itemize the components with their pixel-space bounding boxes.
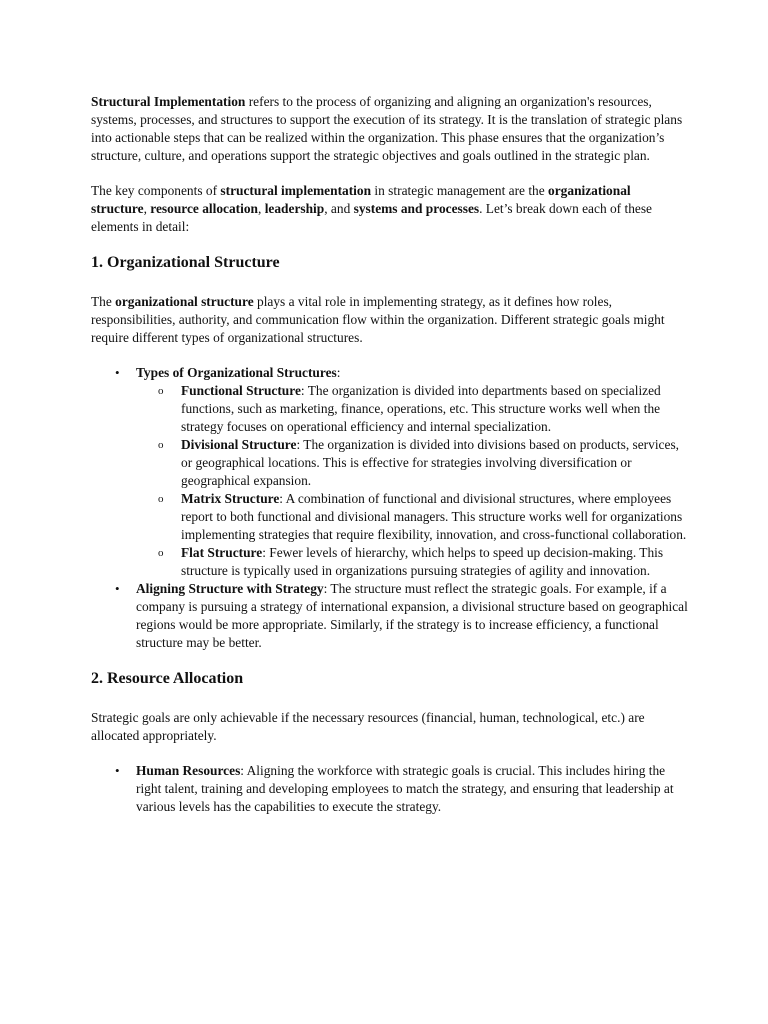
list-item bbox=[136, 364, 688, 580]
bullet-title-types: Types of Organizational Structures bbox=[136, 365, 337, 380]
list-item bbox=[181, 544, 688, 580]
section1-bullet-list bbox=[91, 364, 688, 652]
section2-bullet-list bbox=[91, 762, 688, 816]
sub-text-matrix: : A combination of functional and divisional structures, where employees report to both functional and divisional managers. This structure works well for organizations implementing strategies that require flexibility, innovation, and cross-functional collaboration. bbox=[181, 491, 687, 542]
components-term-org-structure: organizational structure bbox=[91, 183, 631, 216]
list-item bbox=[181, 382, 688, 436]
section2-paragraph: Strategic goals are only achievable if the necessary resources (financial, human, technological, etc.) are allocated appropriately. bbox=[91, 710, 645, 743]
sub-title-functional: Functional Structure bbox=[181, 383, 301, 398]
sub-title-flat: Flat Structure bbox=[181, 545, 263, 560]
components-text-e: , bbox=[143, 201, 151, 216]
components-text-k: . Let’s break down each of these elements in detail: bbox=[91, 201, 653, 234]
sub-text-flat: : Fewer levels of hierarchy, which helps to speed up decision-making. This structure is typically used in organizations pursuing strategies of agility and innovation. bbox=[181, 545, 664, 578]
intro-paragraph bbox=[91, 93, 688, 165]
bullet-text-human: : Aligning the workforce with strategic goals is crucial. This includes hiring the right talent, training and developing employees to match the strategy, and ensuring that leadership at various levels has the capabilities to execute the strategy. bbox=[136, 763, 674, 814]
components-paragraph bbox=[91, 182, 688, 236]
sub-title-divisional: Divisional Structure bbox=[181, 437, 297, 452]
sub-title-matrix: Matrix Structure bbox=[181, 491, 280, 506]
components-term-resource: resource allocation bbox=[150, 201, 258, 216]
list-item bbox=[136, 580, 688, 652]
section1-term: organizational structure bbox=[115, 294, 254, 309]
components-term-systems: systems and processes bbox=[353, 201, 480, 216]
bullet-text-aligning: : The structure must reflect the strategic goals. For example, if a company is pursuing a strategy of international expansion, a divisional structure based on geographical regions would be more appropriate. Similarly, if the strategy is to increase efficiency, a functional structure may be better. bbox=[136, 581, 688, 650]
section1-paragraph bbox=[91, 293, 688, 347]
bullet-title-human: Human Resources bbox=[136, 763, 241, 778]
intro-term: Structural Implementation bbox=[91, 94, 246, 109]
list-item bbox=[181, 436, 688, 490]
intro-text: refers to the process of organizing and aligning an organization's resources, systems, processes, and structures to support the execution of its strategy. It is the translation of strategic plans into actionable steps that can be realized within the organization. This phase ensures that the organization’s structure, culture, and operations support the strategic objectives and goals outlined in the strategic plan. bbox=[91, 94, 683, 163]
components-term-leadership: leadership bbox=[264, 201, 325, 216]
sub-text-divisional: : The organization is divided into divisions based on products, services, or geographical locations. This is effective for strategies involving diversification or geographical expansion. bbox=[181, 437, 680, 488]
section1-text-c: plays a vital role in implementing strategy, as it defines how roles, responsibilities, authority, and communication flow within the organization. Different strategic goals might require different types of organizational structures. bbox=[91, 294, 665, 345]
section2-heading: 2. Resource Allocation bbox=[91, 670, 244, 687]
components-text-g: , bbox=[258, 201, 265, 216]
sub-text-functional: : The organization is divided into departments based on specialized functions, such as marketing, finance, operations, etc. This structure works well when the strategy focuses on operational efficiency and internal specialization. bbox=[181, 383, 661, 434]
list-item bbox=[136, 762, 688, 816]
bullet-title-aligning: Aligning Structure with Strategy bbox=[136, 581, 324, 596]
components-text-c: in strategic management are the bbox=[371, 183, 549, 198]
components-text-a: The key components of bbox=[91, 183, 221, 198]
components-term-structural: structural implementation bbox=[220, 183, 372, 198]
components-text-i: , and bbox=[324, 201, 354, 216]
structure-types-list bbox=[136, 382, 688, 580]
list-item bbox=[181, 490, 688, 544]
section1-heading: 1. Organizational Structure bbox=[91, 254, 280, 271]
section1-text-a: The bbox=[91, 294, 116, 309]
bullet-text-types: : bbox=[336, 365, 341, 380]
